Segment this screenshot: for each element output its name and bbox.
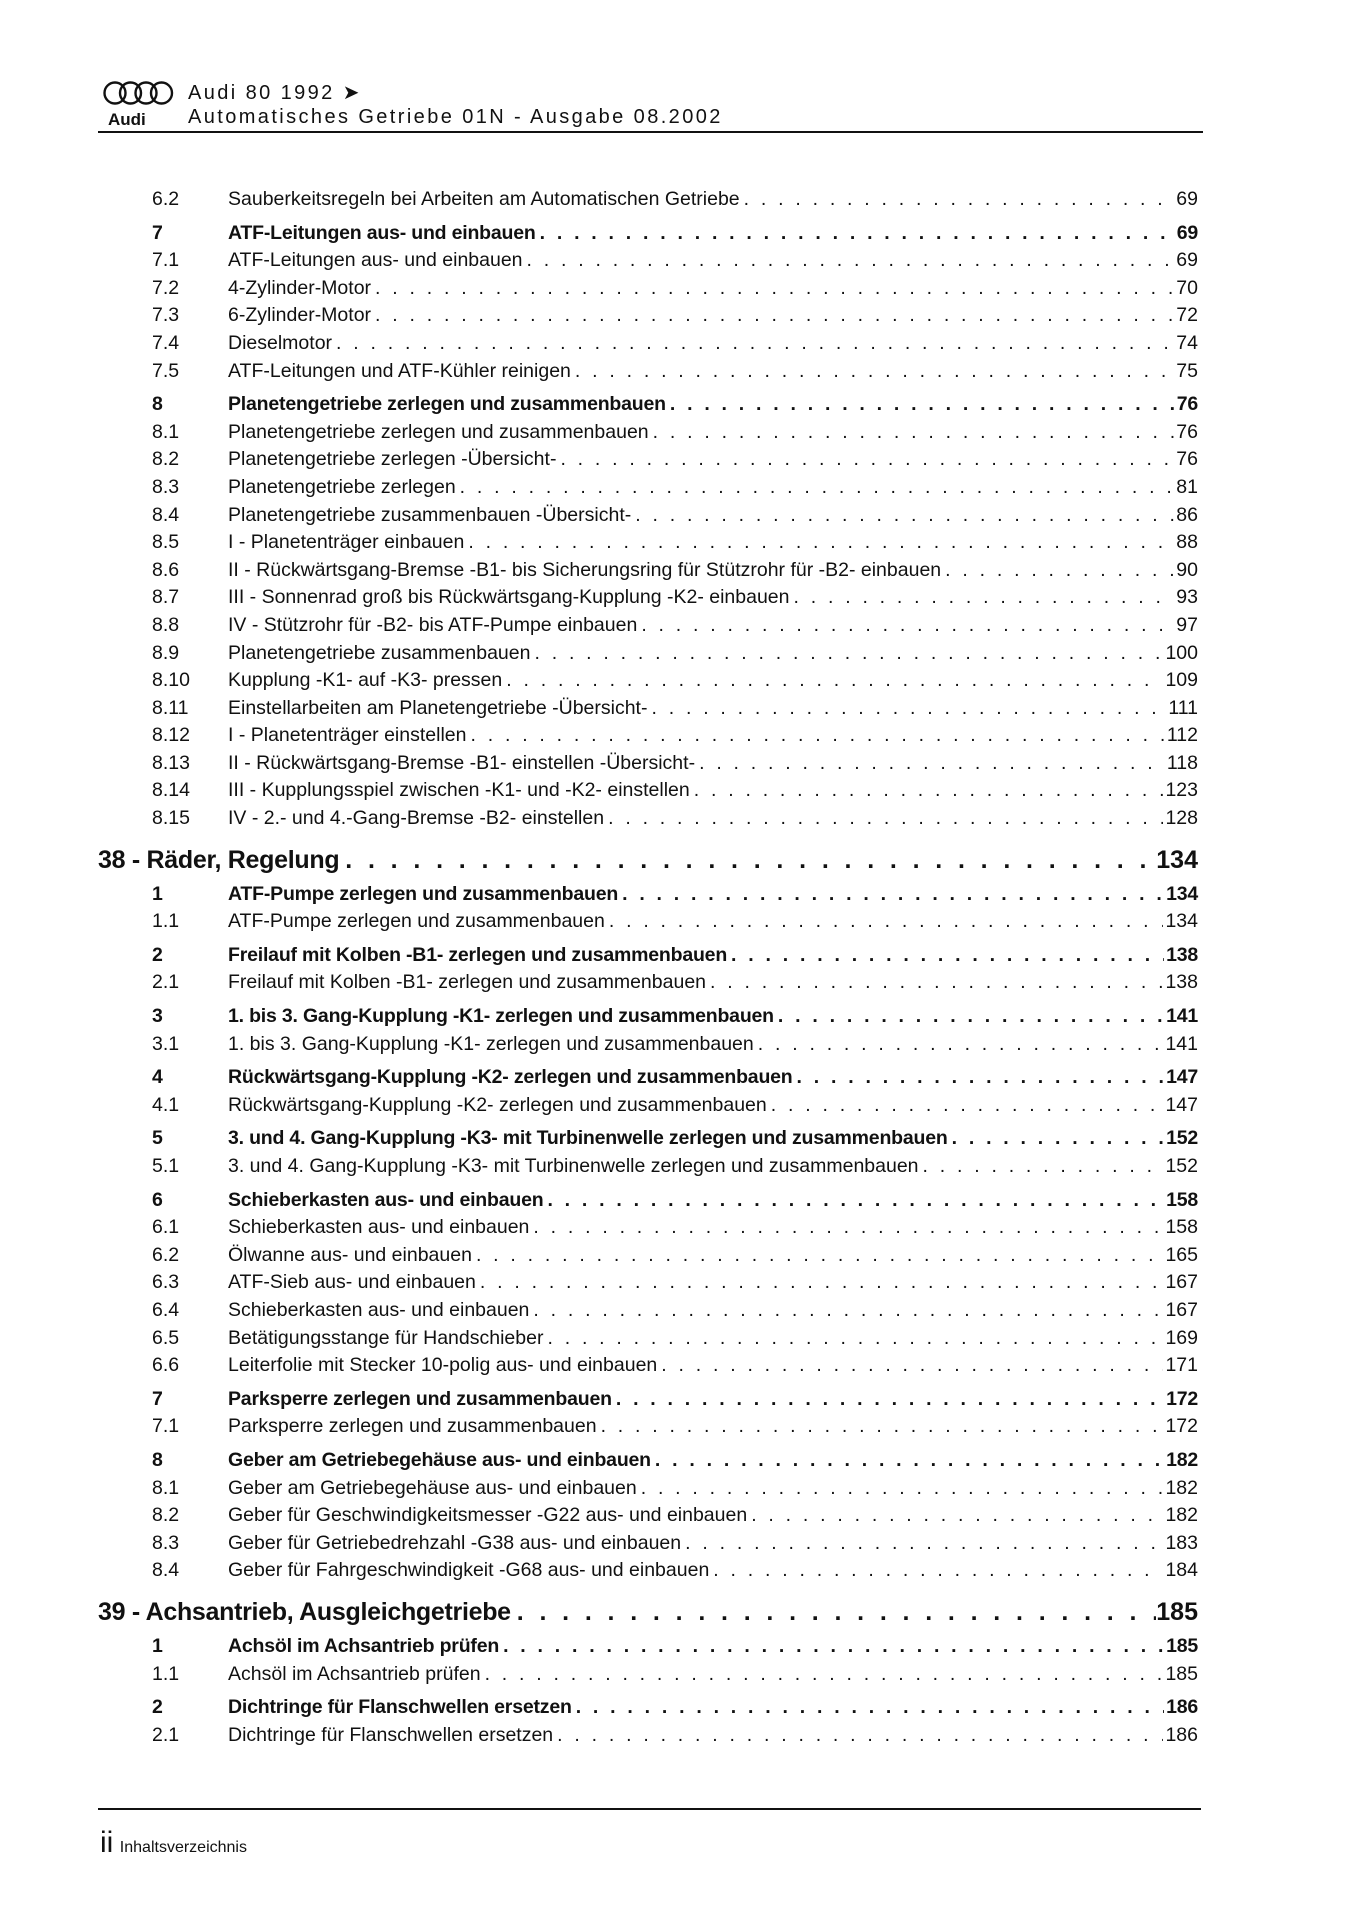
toc-subsection-entry[interactable] [98,330,1198,358]
toc-subsection-entry[interactable] [98,557,1198,585]
header-subtitle: Automatisches Getriebe 01N - Ausgabe 08.2002 [188,106,723,128]
page-header [98,76,1203,132]
toc-subsection-entry[interactable] [98,969,1198,997]
entry-page: 134 [1166,882,1198,905]
toc-subsection-entry[interactable] [98,1214,1198,1242]
leader-dots [641,612,1174,640]
entry-title: Planetengetriebe zusammenbauen [228,641,531,664]
leader-dots [744,186,1175,214]
leader-dots [731,942,1164,970]
entry-title: Parksperre zerlegen und zusammenbauen [228,1415,597,1438]
toc-subsection-entry[interactable] [98,446,1198,474]
toc-subsection-entry[interactable] [98,1031,1198,1059]
toc-subsection-entry[interactable] [98,419,1198,447]
toc-subsection-entry[interactable] [98,186,1198,214]
entry-title: Dichtringe für Flanschwellen ersetzen [228,1696,572,1719]
toc-section-entry[interactable] [98,881,1198,909]
entry-number: 8.4 [152,1559,180,1582]
entry-number: 1.1 [152,910,180,933]
leader-dots [460,474,1175,502]
entry-page: 186 [1165,1723,1198,1746]
leader-dots [653,419,1175,447]
entry-number: 5.1 [152,1155,180,1177]
entry-title: 1. bis 3. Gang-Kupplung -K1- zerlegen und zusammenbauen [228,1032,754,1055]
leader-dots [480,1269,1164,1297]
leader-dots [945,557,1174,585]
entry-number: 3.1 [152,1032,180,1055]
entry-number: 1.1 [152,1662,180,1685]
toc-subsection-entry[interactable] [98,750,1198,778]
entry-number: 8.13 [152,751,190,774]
entry-page: 185 [1166,1634,1198,1657]
entry-number: 2 [152,1696,163,1719]
leader-dots [651,695,1166,723]
leader-dots [575,358,1174,386]
toc-subsection-entry[interactable] [98,275,1198,303]
toc-chapter-heading[interactable] [98,841,1198,879]
leader-dots [670,391,1175,419]
header-model-line: Audi 80 1992 ➤ [188,82,362,104]
entry-page: 147 [1166,1066,1198,1089]
leader-dots [527,247,1175,275]
toc-subsection-entry[interactable] [98,502,1198,530]
page-number: ii [100,1826,114,1859]
toc-subsection-entry[interactable] [98,612,1198,640]
leader-dots [609,908,1164,936]
entry-page: 147 [1165,1093,1198,1116]
toc-section-entry[interactable] [98,1633,1198,1661]
entry-number: 3 [152,1005,163,1028]
leader-dots [345,841,1156,879]
entry-title: Geber für Fahrgeschwindigkeit -G68 aus- und einbauen [228,1559,710,1582]
entry-page: 152 [1165,1155,1198,1177]
entry-page: 109 [1165,669,1198,692]
leader-dots [778,1003,1164,1031]
entry-page: 81 [1176,475,1198,498]
entry-page: 75 [1176,359,1198,382]
toc-subsection-entry[interactable] [98,1502,1198,1530]
entry-title: Schieberkasten aus- und einbauen [228,1188,544,1211]
entry-number: 6.6 [152,1354,180,1377]
entry-number: 8.7 [152,586,180,609]
toc-subsection-entry[interactable] [98,777,1198,805]
leader-dots [506,667,1163,695]
entry-title: 6-Zylinder-Motor [228,304,372,327]
entry-title: Geber am Getriebegehäuse aus- und einbauen [228,1448,651,1471]
toc-section-entry[interactable] [98,1447,1198,1475]
chapter-page: 185 [1156,1597,1198,1626]
toc-subsection-entry[interactable] [98,247,1198,275]
entry-page: 169 [1165,1326,1198,1349]
leader-dots [533,1297,1163,1325]
leader-dots [540,220,1175,248]
page-footer [100,1826,247,1860]
entry-number: 8.5 [152,531,180,554]
entry-page: 69 [1176,221,1198,244]
toc-subsection-entry[interactable] [98,805,1198,833]
entry-page: 72 [1176,304,1198,327]
leader-dots [710,969,1163,997]
entry-page: 141 [1166,1005,1198,1028]
table-of-contents [98,186,1198,1749]
entry-number: 6.3 [152,1271,180,1294]
leader-dots [547,1187,1164,1215]
leader-dots [503,1633,1164,1661]
entry-page: 93 [1176,586,1198,609]
entry-page: 158 [1166,1188,1198,1211]
leader-dots [641,1475,1164,1503]
entry-title: 1. bis 3. Gang-Kupplung -K1- zerlegen und zusammenbauen [228,1005,774,1028]
toc-subsection-entry[interactable] [98,1475,1198,1503]
entry-number: 7.1 [152,249,180,272]
entry-page: 111 [1168,696,1198,719]
leader-dots [699,750,1165,778]
toc-section-entry[interactable] [98,1386,1198,1414]
footer-label: Inhaltsverzeichnis [119,1839,247,1856]
entry-number: 8.3 [152,1531,180,1554]
entry-title: Parksperre zerlegen und zusammenbauen [228,1387,612,1410]
brand-wordmark: Audi [108,110,146,129]
entry-number: 7.4 [152,331,180,354]
toc-subsection-entry[interactable] [98,529,1198,557]
entry-title: Geber am Getriebegehäuse aus- und einbauen [228,1476,637,1499]
entry-page: 76 [1176,448,1198,471]
toc-subsection-entry[interactable] [98,1242,1198,1270]
entry-title: Schieberkasten aus- und einbauen [228,1298,530,1321]
entry-title: 3. und 4. Gang-Kupplung -K3- mit Turbinenwelle zerlegen und zusammenbauen [228,1155,919,1177]
entry-number: 7 [152,221,163,244]
leader-dots [771,1092,1164,1120]
entry-page: 172 [1166,1387,1198,1410]
entry-number: 7 [152,1387,163,1410]
entry-title: II - Rückwärtsgang-Bremse -B1- einstellen -Übersicht- [228,751,696,774]
entry-page: 128 [1165,807,1198,830]
entry-page: 134 [1165,910,1198,933]
entry-page: 138 [1165,971,1198,994]
toc-subsection-entry[interactable] [98,584,1198,612]
leader-dots [517,1593,1157,1631]
toc-subsection-entry[interactable] [98,1557,1198,1585]
entry-number: 8.14 [152,779,190,802]
leader-dots [661,1352,1163,1380]
entry-title: Rückwärtsgang-Kupplung -K2- zerlegen und zusammenbauen [228,1066,793,1089]
leader-dots [534,640,1163,668]
entry-number: 6.1 [152,1216,180,1239]
entry-number: 8.11 [152,696,189,719]
toc-subsection-entry[interactable] [98,1530,1198,1558]
entry-title: Kupplung -K1- auf -K3- pressen [228,669,503,692]
entry-page: 182 [1165,1476,1198,1499]
toc-section-entry[interactable] [98,942,1198,970]
entry-number: 8.1 [152,420,180,443]
chapter-title: 39 - Achsantrieb, Ausgleichgetriebe [98,1597,511,1626]
entry-page: 76 [1176,420,1198,443]
entry-title: I - Planetenträger einbauen [228,531,465,554]
entry-title: Planetengetriebe zerlegen [228,475,456,498]
entry-number: 6.2 [152,188,180,210]
entry-number: 7.3 [152,304,180,327]
entry-page: 185 [1165,1662,1198,1685]
leader-dots [485,1661,1164,1689]
entry-number: 5 [152,1127,163,1150]
entry-page: 70 [1176,276,1198,299]
entry-title: ATF-Leitungen aus- und einbauen [228,221,536,244]
entry-title: Planetengetriebe zerlegen und zusammenbauen [228,420,649,443]
entry-number: 6 [152,1188,163,1211]
entry-number: 2.1 [152,971,180,994]
entry-page: 88 [1176,531,1198,554]
entry-title: Planetengetriebe zerlegen und zusammenbauen [228,393,666,416]
entry-number: 2.1 [152,1723,180,1746]
toc-subsection-entry[interactable] [98,474,1198,502]
leader-dots [608,805,1163,833]
entry-number: 7.1 [152,1415,180,1438]
leader-dots [476,1242,1164,1270]
leader-dots [694,777,1164,805]
entry-page: 182 [1165,1504,1198,1527]
entry-number: 8.2 [152,1504,180,1527]
leader-dots [923,1153,1164,1181]
entry-number: 8.4 [152,503,180,526]
toc-subsection-entry[interactable] [98,722,1198,750]
entry-title: Geber für Geschwindigkeitsmesser -G22 aus- und einbauen [228,1504,748,1527]
entry-page: 97 [1176,613,1198,636]
leader-dots [601,1413,1164,1441]
entry-number: 6.5 [152,1326,180,1349]
leader-dots [635,502,1174,530]
entry-page: 186 [1166,1696,1198,1719]
entry-page: 100 [1165,641,1198,664]
toc-subsection-entry[interactable] [98,1092,1198,1120]
entry-title: II - Rückwärtsgang-Bremse -B1- bis Sicherungsring für Stützrohr für -B2- einbauen [228,558,942,581]
toc-section-entry[interactable] [98,1064,1198,1092]
entry-title: ATF-Pumpe zerlegen und zusammenbauen [228,882,619,905]
toc-subsection-entry[interactable] [98,1661,1198,1689]
entry-page: 86 [1176,503,1198,526]
entry-number: 2 [152,943,163,966]
entry-number: 8 [152,393,163,416]
entry-title: Planetengetriebe zusammenbauen -Übersicht- [228,503,632,526]
leader-dots [533,1214,1163,1242]
entry-number: 4.1 [152,1093,180,1116]
toc-subsection-entry[interactable] [98,1413,1198,1441]
toc-chapter-heading[interactable] [98,1593,1198,1631]
entry-page: 123 [1165,779,1198,802]
leader-dots [758,1031,1164,1059]
entry-number: 7.2 [152,276,180,299]
entry-number: 1 [152,1634,163,1657]
leader-dots [616,1386,1164,1414]
entry-title: IV - Stützrohr für -B2- bis ATF-Pumpe einbauen [228,613,638,636]
header-divider [98,131,1203,133]
toc-section-entry[interactable] [98,220,1198,248]
entry-title: 4-Zylinder-Motor [228,276,372,299]
entry-title: Einstellarbeiten am Planetengetriebe -Übersicht- [228,696,648,719]
toc-subsection-entry[interactable] [98,1269,1198,1297]
entry-title: I - Planetenträger einstellen [228,724,467,747]
leader-dots [952,1125,1164,1153]
leader-dots [557,1722,1163,1750]
entry-number: 8.10 [152,669,190,692]
leader-dots [685,1530,1163,1558]
entry-page: 184 [1165,1559,1198,1582]
toc-section-entry[interactable] [98,1694,1198,1722]
entry-page: 141 [1165,1032,1198,1055]
entry-title: Achsöl im Achsantrieb prüfen [228,1662,481,1685]
entry-number: 7.5 [152,359,180,382]
entry-page: 172 [1165,1415,1198,1438]
leader-dots [751,1502,1163,1530]
entry-page: 74 [1176,331,1198,354]
entry-page: 118 [1166,751,1198,774]
leader-dots [470,722,1164,750]
leader-dots [468,529,1174,557]
entry-title: III - Kupplungsspiel zwischen -K1- und -K2- einstellen [228,779,690,802]
toc-subsection-entry[interactable] [98,358,1198,386]
entry-page: 182 [1166,1448,1198,1471]
entry-title: Sauberkeitsregeln bei Arbeiten am Automatischen Getriebe [228,188,740,210]
toc-section-entry[interactable] [98,391,1198,419]
entry-title: III - Sonnenrad groß bis Rückwärtsgang-Kupplung -K2- einbauen [228,586,790,609]
entry-number: 8.1 [152,1476,180,1499]
entry-page: 165 [1165,1243,1198,1266]
entry-number: 6.2 [152,1243,180,1266]
entry-title: ATF-Pumpe zerlegen und zusammenbauen [228,910,605,933]
audi-rings-logo [102,80,174,106]
entry-title: ATF-Sieb aus- und einbauen [228,1271,476,1294]
entry-page: 167 [1165,1298,1198,1321]
toc-section-entry[interactable] [98,1003,1198,1031]
leader-dots [375,302,1174,330]
entry-number: 8.3 [152,475,180,498]
entry-number: 8.8 [152,613,180,636]
entry-number: 8.6 [152,558,180,581]
entry-title: ATF-Leitungen und ATF-Kühler reinigen [228,359,571,382]
entry-title: Betätigungsstange für Handschieber [228,1326,544,1349]
toc-subsection-entry[interactable] [98,640,1198,668]
entry-page: 183 [1165,1531,1198,1554]
entry-number: 8.12 [152,724,190,747]
entry-page: 112 [1166,724,1198,747]
entry-title: IV - 2.- und 4.-Gang-Bremse -B2- einstellen [228,807,605,830]
toc-subsection-entry[interactable] [98,908,1198,936]
entry-page: 69 [1176,249,1198,272]
entry-title: Planetengetriebe zerlegen -Übersicht- [228,448,557,471]
entry-title: Achsöl im Achsantrieb prüfen [228,1634,500,1657]
entry-page: 167 [1165,1271,1198,1294]
entry-title: Freilauf mit Kolben -B1- zerlegen und zusammenbauen [228,943,728,966]
entry-title: Ölwanne aus- und einbauen [228,1243,472,1266]
entry-title: Dieselmotor [228,331,333,354]
leader-dots [547,1325,1163,1353]
entry-page: 158 [1165,1216,1198,1239]
entry-page: 69 [1176,188,1198,210]
entry-title: Schieberkasten aus- und einbauen [228,1216,530,1239]
entry-title: Rückwärtsgang-Kupplung -K2- zerlegen und zusammenbauen [228,1093,767,1116]
leader-dots [622,881,1164,909]
entry-number: 8.9 [152,641,180,664]
entry-page: 152 [1166,1127,1198,1150]
entry-title: Dichtringe für Flanschwellen ersetzen [228,1723,554,1746]
chapter-title: 38 - Räder, Regelung [98,845,340,874]
leader-dots [375,275,1174,303]
entry-title: 3. und 4. Gang-Kupplung -K3- mit Turbinenwelle zerlegen und zusammenbauen [228,1127,948,1150]
leader-dots [655,1447,1164,1475]
entry-number: 6.4 [152,1298,180,1321]
leader-dots [797,1064,1165,1092]
entry-page: 76 [1176,393,1198,416]
entry-page: 90 [1176,558,1198,581]
footer-divider [98,1808,1201,1810]
leader-dots [576,1694,1164,1722]
entry-title: Leiterfolie mit Stecker 10-polig aus- und einbauen [228,1354,658,1377]
leader-dots [794,584,1175,612]
toc-section-entry[interactable] [98,1187,1198,1215]
entry-page: 138 [1166,943,1198,966]
toc-subsection-entry[interactable] [98,1325,1198,1353]
entry-page: 171 [1165,1354,1198,1377]
toc-subsection-entry[interactable] [98,1722,1198,1750]
entry-number: 4 [152,1066,163,1089]
toc-subsection-entry[interactable] [98,1297,1198,1325]
entry-title: Geber für Getriebedrehzahl -G38 aus- und einbauen [228,1531,682,1554]
entry-number: 8 [152,1448,163,1471]
entry-number: 1 [152,882,163,905]
chapter-page: 134 [1156,845,1198,874]
leader-dots [560,446,1174,474]
toc-subsection-entry[interactable] [98,1153,1198,1181]
toc-subsection-entry[interactable] [98,302,1198,330]
leader-dots [713,1557,1163,1585]
leader-dots [336,330,1174,358]
toc-section-entry[interactable] [98,1125,1198,1153]
entry-title: ATF-Leitungen aus- und einbauen [228,249,523,272]
entry-number: 8.2 [152,448,180,471]
toc-subsection-entry[interactable] [98,695,1198,723]
entry-number: 8.15 [152,807,190,830]
entry-title: Freilauf mit Kolben -B1- zerlegen und zusammenbauen [228,971,707,994]
toc-subsection-entry[interactable] [98,667,1198,695]
toc-subsection-entry[interactable] [98,1352,1198,1380]
